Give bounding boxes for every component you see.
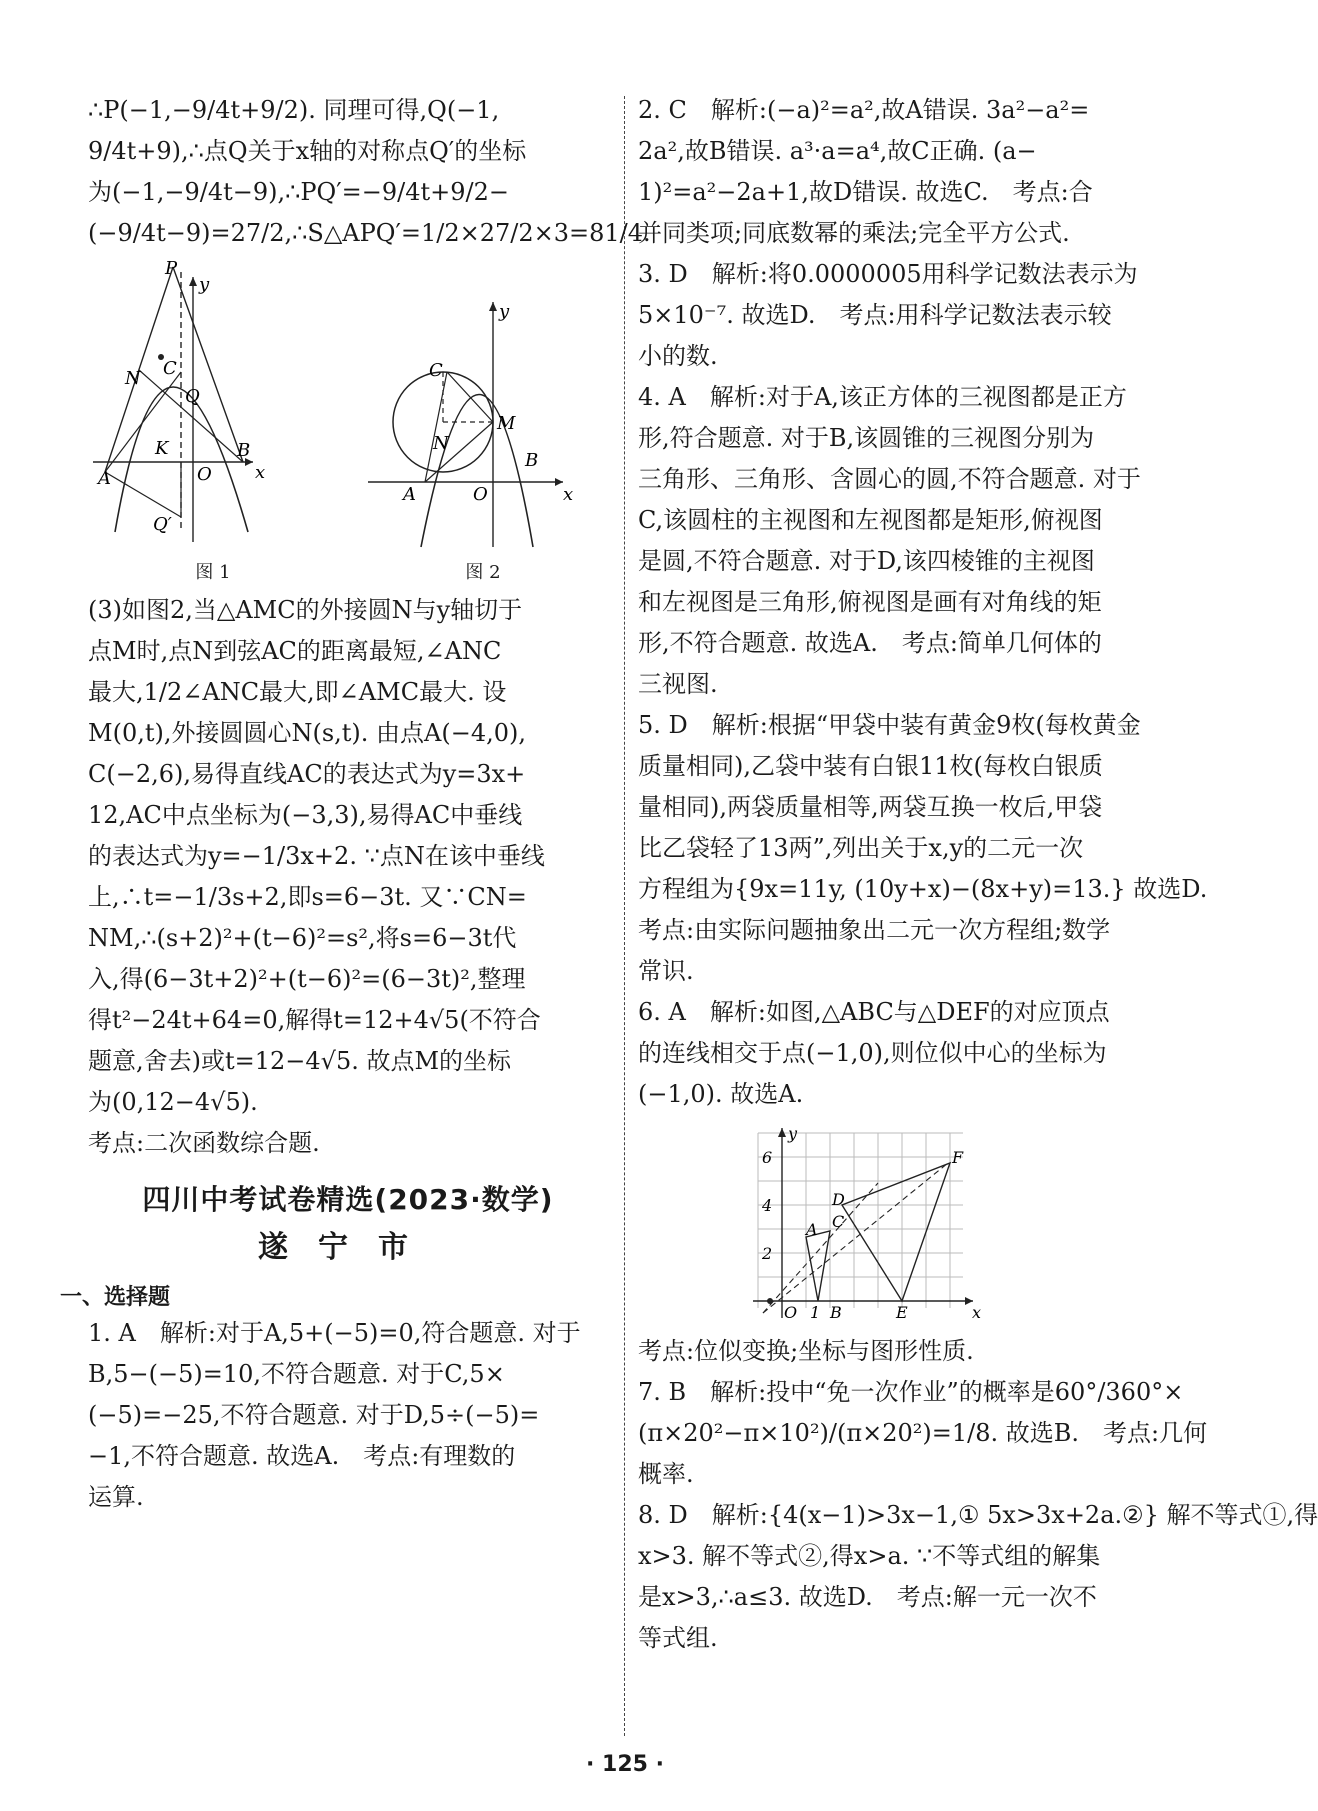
figures-row bbox=[88, 258, 608, 584]
text-line: 考点:由实际问题抽象出二元一次方程组;数学 bbox=[638, 916, 1111, 944]
knowledge-point: 考点:二次函数综合题. bbox=[88, 1129, 320, 1157]
question-1 bbox=[88, 1313, 608, 1518]
fig1-label-Qprime: Q′ bbox=[153, 514, 172, 535]
text-line: (3)如图2,当△AMC的外接圆N与y轴切于 bbox=[88, 596, 523, 624]
figure-1 bbox=[88, 258, 338, 584]
text-line: 的连线相交于点(−1,0),则位似中心的坐标为 bbox=[638, 1039, 1107, 1067]
fig1-label-N: N bbox=[125, 368, 141, 389]
grid-label-O: O bbox=[784, 1303, 798, 1322]
question-6 bbox=[638, 992, 1186, 1372]
text-line: 1)²=a²−2a+1,故D错误. 故选C. 考点:合 bbox=[638, 178, 1093, 206]
text-line: 1. A 解析:对于A,5+(−5)=0,符合题意. 对于 bbox=[88, 1319, 581, 1347]
left-column bbox=[60, 90, 651, 1518]
solution-continuation bbox=[88, 90, 651, 254]
fig2-label-B: B bbox=[525, 450, 539, 471]
text-line: 概率. bbox=[638, 1460, 694, 1488]
fig2-label-y: y bbox=[499, 301, 510, 322]
fig1-label-A: A bbox=[98, 468, 111, 489]
text-line: NM,∴(s+2)²+(t−6)²=s²,将s=6−3t代 bbox=[88, 924, 517, 952]
text-line: 最大,1/2∠ANC最大,即∠AMC最大. 设 bbox=[88, 678, 507, 706]
text-line: 运算. bbox=[88, 1483, 144, 1511]
grid-tick-6: 6 bbox=[762, 1148, 773, 1167]
text-line: 和左视图是三角形,俯视图是画有对角线的矩 bbox=[638, 588, 1102, 616]
fig2-label-x: x bbox=[563, 484, 574, 505]
choice-heading: 一、选择题 bbox=[60, 1285, 171, 1310]
text-line: 质量相同),乙袋中装有白银11枚(每枚白银质 bbox=[638, 752, 1103, 780]
fig1-label-y: y bbox=[199, 274, 210, 295]
text-line: 3. D 解析:将0.0000005用科学记数法表示为 bbox=[638, 260, 1138, 288]
text-line: (−1,0). 故选A. bbox=[638, 1080, 804, 1108]
text-line: 5×10⁻⁷. 故选D. 考点:用科学记数法表示较 bbox=[638, 301, 1112, 329]
fig2-label-O: O bbox=[473, 484, 488, 505]
text-line: 得t²−24t+64=0,解得t=12+4√5(不符合 bbox=[88, 1006, 541, 1034]
text-line: 6. A 解析:如图,△ABC与△DEF的对应顶点 bbox=[638, 998, 1110, 1026]
text-line: C,该圆柱的主视图和左视图都是矩形,俯视图 bbox=[638, 506, 1103, 534]
question-8 bbox=[638, 1495, 1318, 1659]
question-5 bbox=[638, 705, 1208, 992]
text-line: 是x>3,∴a≤3. 故选D. 考点:解一元一次不 bbox=[638, 1583, 1097, 1611]
text-line: C(−2,6),易得直线AC的表达式为y=3x+ bbox=[88, 760, 526, 788]
text-line: 小的数. bbox=[638, 342, 718, 370]
text-line: 常识. bbox=[638, 957, 694, 985]
text-line: 12,AC中点坐标为(−3,3),易得AC中垂线 bbox=[88, 801, 523, 829]
text-line: 是圆,不符合题意. 对于D,该四棱锥的主视图 bbox=[638, 547, 1095, 575]
text-line: 9/4t+9),∴点Q关于x轴的对称点Q′的坐标 bbox=[88, 137, 527, 165]
text-line: 2. C 解析:(−a)²=a²,故A错误. 3a²−a²= bbox=[638, 96, 1090, 124]
text-line: 三角形、三角形、含圆心的圆,不符合题意. 对于 bbox=[638, 465, 1141, 493]
grid-label-A: A bbox=[806, 1220, 818, 1239]
text-line: 入,得(6−3t+2)²+(t−6)²=(6−3t)²,整理 bbox=[88, 965, 526, 993]
column-divider bbox=[624, 96, 625, 1736]
text-line: (π×20²−π×10²)/(π×20²)=1/8. 故选B. 考点:几何 bbox=[638, 1419, 1208, 1447]
text-line: x>3. 解不等式②,得x>a. ∵不等式组的解集 bbox=[638, 1542, 1101, 1570]
question-4 bbox=[638, 377, 1186, 705]
text-line: 量相同),两袋质量相等,两袋互换一枚后,甲袋 bbox=[638, 793, 1103, 821]
grid-label-F: F bbox=[952, 1148, 964, 1167]
text-line: 的表达式为y=−1/3x+2. ∵点N在该中垂线 bbox=[88, 842, 545, 870]
fig2-label-M: M bbox=[497, 413, 516, 434]
fig1-label-x: x bbox=[255, 462, 266, 483]
figure-2 bbox=[358, 262, 608, 584]
fig2-label-N: N bbox=[433, 433, 449, 454]
fig1-label-B: B bbox=[237, 440, 251, 461]
grid-label-C: C bbox=[832, 1212, 845, 1231]
text-line: 形,不符合题意. 故选A. 考点:简单几何体的 bbox=[638, 629, 1102, 657]
grid-label-D: D bbox=[832, 1190, 845, 1209]
grid-tick-4: 4 bbox=[762, 1196, 773, 1215]
question-2 bbox=[638, 90, 1186, 254]
text-line: 5. D 解析:根据“甲袋中装有黄金9枚(每枚黄金 bbox=[638, 711, 1141, 739]
text-line: 为(0,12−4√5). bbox=[88, 1088, 258, 1116]
text-line: 等式组. bbox=[638, 1624, 718, 1652]
text-line: 4. A 解析:对于A,该正方体的三视图都是正方 bbox=[638, 383, 1127, 411]
question-3 bbox=[638, 254, 1186, 377]
homothety-grid-figure bbox=[748, 1123, 1186, 1327]
text-line: 为(−1,−9/4t−9),∴PQ′=−9/4t+9/2− bbox=[88, 178, 509, 206]
grid-label-x: x bbox=[972, 1303, 982, 1322]
fig1-label-Q: Q bbox=[185, 386, 200, 407]
grid-label-B: B bbox=[830, 1303, 842, 1322]
fig1-label-O: O bbox=[197, 464, 212, 485]
text-line: (−5)=−25,不符合题意. 对于D,5÷(−5)= bbox=[88, 1401, 540, 1429]
figure-2-caption: 图 2 bbox=[465, 562, 501, 583]
equation-line: 方程组为{9x=11y, (10y+x)−(8x+y)=13.} 故选D. bbox=[638, 875, 1208, 903]
fig1-label-P: P bbox=[165, 258, 178, 279]
right-column bbox=[638, 90, 1318, 1659]
fig1-label-K: K bbox=[155, 438, 169, 459]
fig1-label-C: C bbox=[163, 358, 177, 379]
grid-tick-1: 1 bbox=[810, 1303, 821, 1322]
text-line: 7. B 解析:投中“免一次作业”的概率是60°/360°× bbox=[638, 1378, 1184, 1406]
text-line: 2a²,故B错误. a³·a=a⁴,故C正确. (a− bbox=[638, 137, 1037, 165]
equation-line: 8. D 解析:{4(x−1)>3x−1,① 5x>3x+2a.②} 解不等式①,得 bbox=[638, 1501, 1318, 1529]
text-line: 并同类项;同底数幂的乘法;完全平方公式. bbox=[638, 219, 1070, 247]
fig2-label-C: C bbox=[429, 360, 443, 381]
text-line: B,5−(−5)=10,不符合题意. 对于C,5× bbox=[88, 1360, 505, 1388]
figure-1-caption: 图 1 bbox=[195, 562, 231, 583]
fig2-label-A: A bbox=[403, 484, 416, 505]
coordinate-grid bbox=[748, 1123, 988, 1323]
part3-solution bbox=[88, 590, 608, 1164]
text-line: 比乙袋轻了13两”,列出关于x,y的二元一次 bbox=[638, 834, 1084, 862]
knowledge-point: 考点:位似变换;坐标与图形性质. bbox=[638, 1337, 974, 1365]
city-title: 遂宁市 bbox=[258, 1230, 438, 1265]
text-line: 题意,舍去)或t=12−4√5. 故点M的坐标 bbox=[88, 1047, 512, 1075]
page-number: · 125 · bbox=[586, 1752, 664, 1777]
circle-parabola-diagram-2 bbox=[363, 262, 603, 552]
grid-label-E: E bbox=[896, 1303, 908, 1322]
text-line: (−9/4t−9)=27/2,∴S△APQ′=1/2×27/2×3=81/4. bbox=[88, 219, 651, 247]
section-title: 四川中考试卷精选(2023·数学) bbox=[142, 1183, 554, 1216]
text-line: 上,∴t=−1/3s+2,即s=6−3t. 又∵CN= bbox=[88, 883, 527, 911]
text-line: ∴P(−1,−9/4t+9/2). 同理可得,Q(−1, bbox=[88, 96, 500, 124]
text-line: 三视图. bbox=[638, 670, 718, 698]
text-line: −1,不符合题意. 故选A. 考点:有理数的 bbox=[88, 1442, 516, 1470]
grid-tick-2: 2 bbox=[762, 1244, 773, 1263]
grid-label-y: y bbox=[788, 1124, 798, 1143]
question-7 bbox=[638, 1372, 1208, 1495]
text-line: 形,符合题意. 对于B,该圆锥的三视图分别为 bbox=[638, 424, 1095, 452]
parabola-diagram-1 bbox=[93, 258, 333, 552]
text-line: 点M时,点N到弦AC的距离最短,∠ANC bbox=[88, 637, 502, 665]
text-line: M(0,t),外接圆圆心N(s,t). 由点A(−4,0), bbox=[88, 719, 527, 747]
